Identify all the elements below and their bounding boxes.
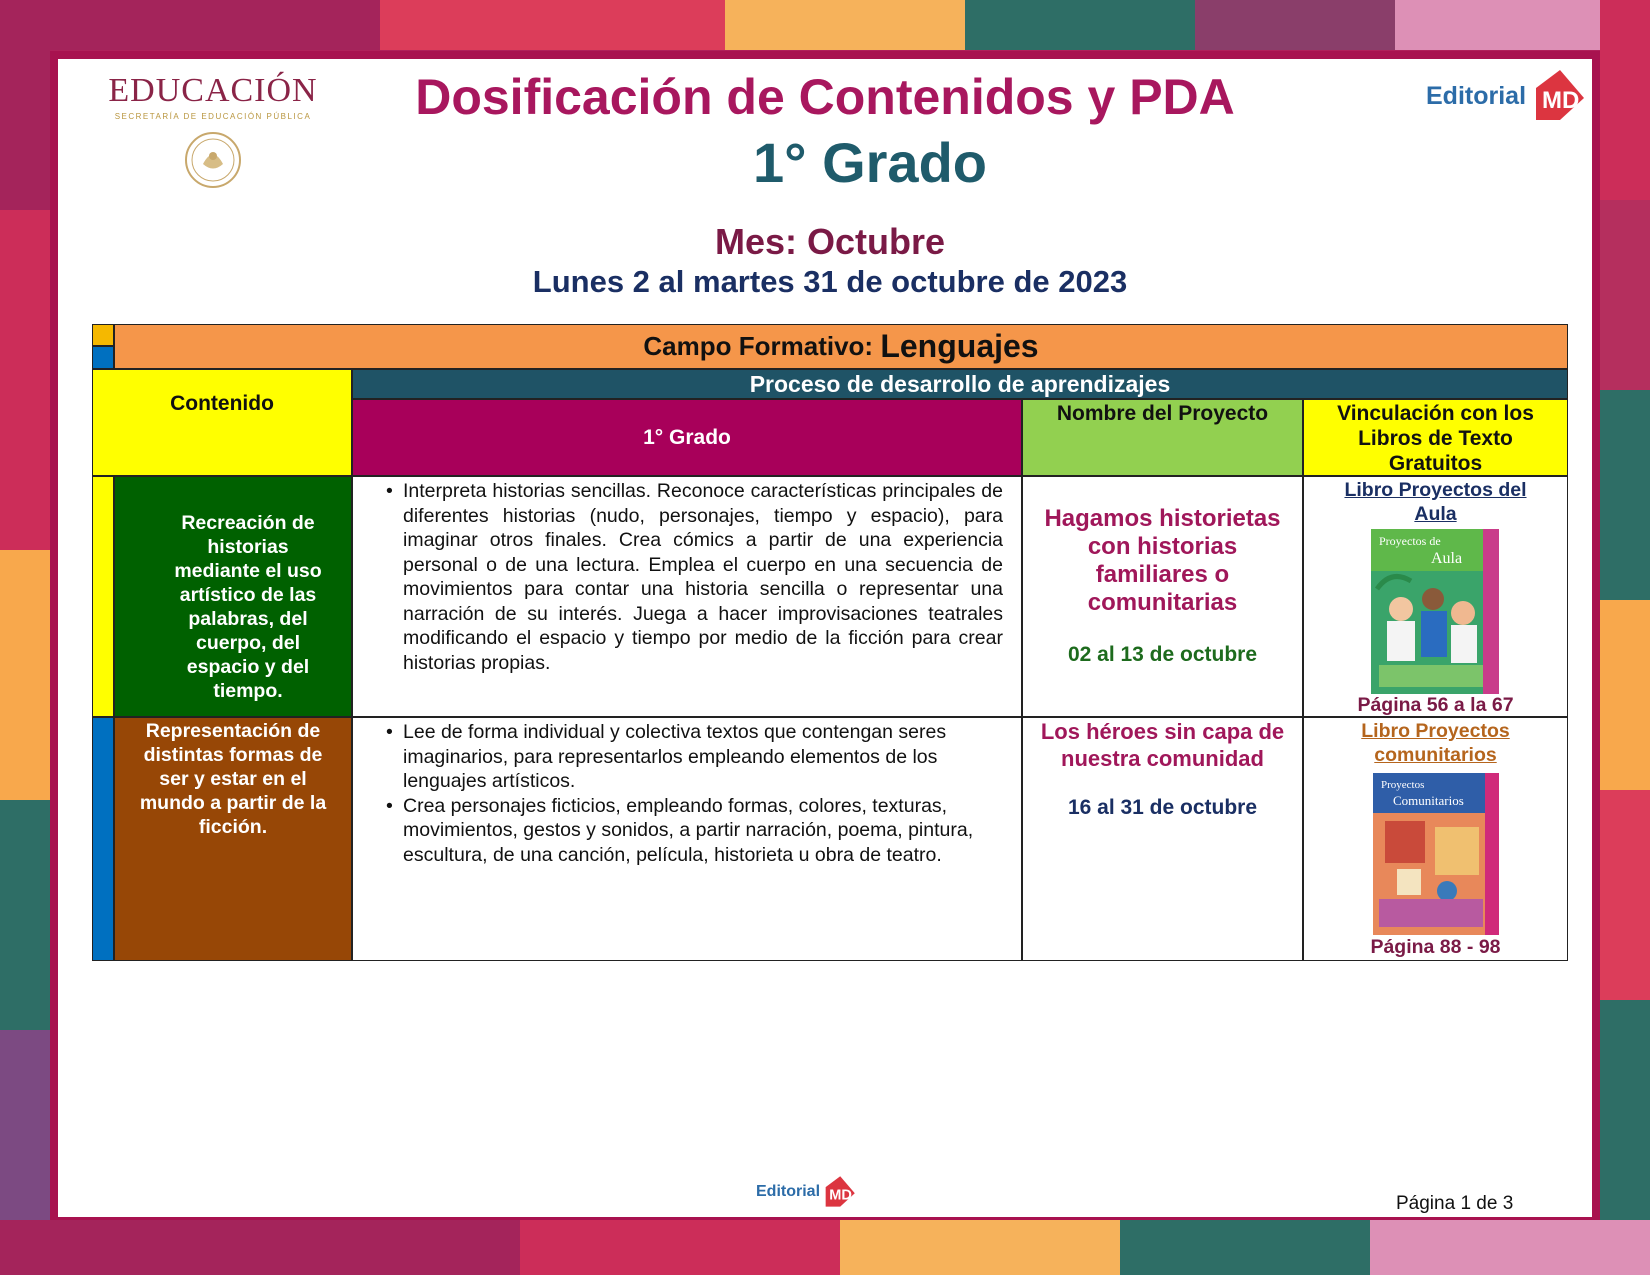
sep-logo-subtitle: SECRETARÍA DE EDUCACIÓN PÚBLICA	[114, 112, 312, 121]
row2-contenido	[114, 717, 352, 961]
row2-pda-list	[385, 720, 991, 867]
header-proceso	[352, 369, 1568, 399]
book-cover-aula-icon	[1371, 529, 1499, 694]
campo-label: Campo Formativo:	[643, 331, 881, 361]
row1-pda	[352, 476, 1022, 717]
header-proyecto	[1022, 399, 1303, 476]
row1-paginas: Página 56 a la 67	[1357, 694, 1514, 716]
row1-proyecto-name: Hagamos historietas con historias familiares o comunitarias	[1044, 505, 1281, 616]
row2-libro-link[interactable]: Libro Proyectos comunitarios	[1361, 720, 1510, 766]
row2-proyecto	[1022, 717, 1303, 961]
header-libros	[1303, 399, 1568, 476]
corner-marker-blue	[92, 346, 114, 369]
header-contenido	[92, 369, 352, 476]
book2-cover-title2: Comunitarios	[1393, 793, 1464, 808]
book1-cover-title2: Aula	[1431, 550, 1463, 567]
book-cover-comunitarios-icon	[1373, 773, 1499, 935]
row2-pda-item-1: • Lee de forma individual y colectiva textos que contengan seres imaginarios, para representarlos empleando elementos de los lenguajes artísticos.	[403, 720, 991, 794]
date-range-heading: Lunes 2 al martes 31 de octubre de 2023	[532, 264, 1128, 299]
row1-pda-item: • Interpreta historias sencillas. Reconoce características principales de diferentes historias (nudo, personajes, tiempo y espacio), para imaginar otros finales. Crea cómics a partir de una experiencia personal o de una lectura. Emplea el cuerpo en una secuencia de movimientos para contar una historia sencilla o representar una narración de su interés. Juega a hacer improvisaciones teatrales modificando el espacio y tiempo por medio de la ficción para crear historias propias.	[403, 479, 1003, 675]
campo-formativo-bar	[114, 324, 1568, 369]
header-grado	[352, 399, 1022, 476]
editorial-logo-text: Editorial	[1426, 81, 1527, 110]
row2-periodo: 16 al 31 de octubre	[1067, 796, 1258, 819]
document-title: Dosificación de Contenidos y PDA	[415, 69, 1235, 125]
grade-title: 1° Grado	[752, 131, 987, 194]
row1-marker	[92, 476, 114, 717]
md-mark-label: MD	[1542, 87, 1580, 114]
row2-pda-item-2: • Crea personajes ficticios, empleando formas, colores, texturas, movimientos, gestos y sonidos, a partir narración, poema, pintura, escultura, de una canción, película, historieta u obra de teatro.	[403, 794, 991, 868]
dosificacion-table	[92, 324, 1568, 961]
footer-editorial-md-logo	[756, 1175, 856, 1209]
header-proceso-label: Proceso de desarrollo de aprendizajes	[749, 370, 1171, 397]
book2-cover-title: Proyectos	[1381, 779, 1425, 791]
row2-contenido-text: Representación de distintas formas de ser y estar en el mundo a partir de la ficción.	[139, 720, 327, 838]
row2-proyecto-name: Los héroes sin capa de nuestra comunidad	[1040, 719, 1285, 771]
footer-md-mark-label: MD	[829, 1187, 852, 1204]
header-grado-label: 1° Grado	[643, 425, 731, 449]
row1-contenido-text: Recreación de historias mediante el uso artístico de las palabras, del cuerpo, del espacio y del tiempo.	[174, 512, 322, 702]
campo-value: Lenguajes	[880, 328, 1039, 364]
row1-book-cover	[1371, 529, 1499, 694]
row1-periodo: 02 al 13 de octubre	[1067, 643, 1258, 666]
footer-md-logo-mark-icon	[822, 1175, 856, 1209]
row1-contenido	[114, 476, 352, 717]
sep-logo-word: EDUCACIÓN	[108, 72, 318, 109]
row2-book-cover	[1373, 773, 1499, 935]
row2-pda	[352, 717, 1022, 961]
header-contenido-label: Contenido	[170, 392, 274, 415]
row1-pda-list	[385, 479, 1003, 675]
row2-marker	[92, 717, 114, 961]
book1-cover-title: Proyectos de	[1379, 534, 1441, 548]
row1-libro-link[interactable]: Libro Proyectos del Aula	[1344, 479, 1527, 525]
header-proyecto-label: Nombre del Proyecto	[1056, 402, 1269, 425]
month-heading: Mes: Octubre	[714, 221, 946, 262]
row1-proyecto	[1022, 476, 1303, 717]
row2-paginas: Página 88 - 98	[1370, 936, 1501, 958]
corner-marker-yellow	[92, 324, 114, 346]
footer-logo-text: Editorial	[756, 1183, 821, 1200]
page-number: Página 1 de 3	[1396, 1193, 1514, 1214]
header-libros-label: Vinculación con los Libros de Texto Gratuitos	[1337, 402, 1534, 475]
